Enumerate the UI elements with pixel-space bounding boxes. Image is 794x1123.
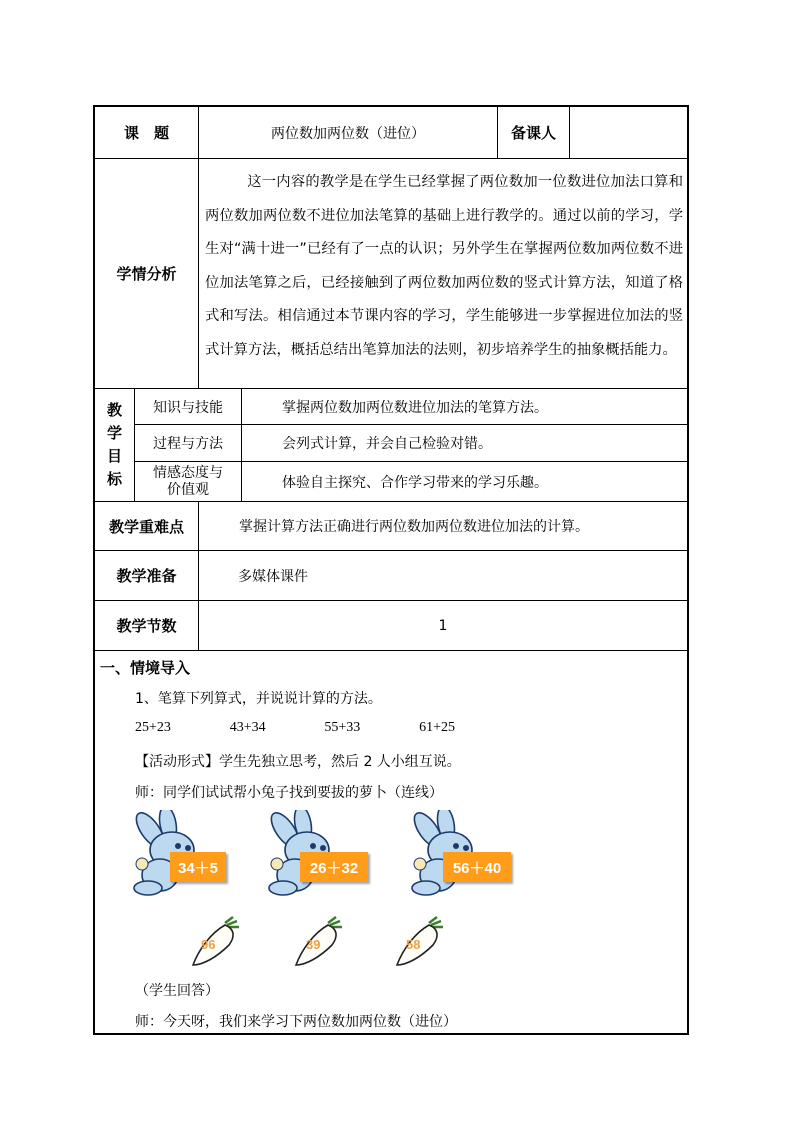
goal-emotion-value: 体验自主探究、合作学习带来的学习乐趣。 (282, 474, 548, 491)
key-points-value: 掌握计算方法正确进行两位数加两位数进位加法的计算。 (239, 519, 589, 535)
section-title: 一、情境导入 (100, 659, 191, 677)
carrot-number: 39 (306, 937, 321, 952)
exercise-instruction: 1、笔算下列算式，并说说计算的方法。 (135, 691, 382, 707)
periods-label: 教学节数 (116, 617, 177, 635)
topic-value: 两位数加两位数（进位） (271, 125, 425, 142)
preparer-label: 备课人 (510, 124, 556, 142)
analysis-text-content: 这一内容的教学是在学生已经掌握了两位数加一位数进位加法口算和两位数加两位数不进位加法笔算的基础上进行教学的。通过以前的学习，学生对“满十进一”已经有了一点的认识；另外学生在掌握两位数加两位数不进位加法笔算之后，已经接触到了两位数加两位数的竖式计算方法，知道了格式和写法。相信通过本节课内容的学习，学生能够进一步掌握进位加法的竖式计算方法，概括总结出笔算加法的法则，初步培养学生的抽象概括能力。 (205, 174, 683, 358)
rabbit-expression-tag: 26＋32 (300, 852, 368, 882)
teacher-prompt: 师：同学们试试帮小兔子找到要拔的萝卜（连线） (135, 785, 443, 801)
goal-process-value: 会列式计算，并会自己检验对错。 (282, 436, 492, 452)
expression: 61+25 (419, 720, 455, 735)
goal-emotion-label-line: 价值观 (167, 481, 209, 498)
goal-emotion-label-line: 情感态度与 (153, 464, 223, 481)
periods-value: 1 (438, 617, 448, 634)
goals-label-char: 标 (106, 470, 122, 488)
goals-label-char: 教 (106, 401, 122, 419)
rabbit-expression-tag: 34＋5 (170, 852, 226, 882)
expression: 55+33 (324, 720, 361, 735)
goal-emotion-label (135, 462, 241, 501)
goal-knowledge-label: 知识与技能 (153, 399, 223, 416)
row-divider (95, 650, 687, 651)
expression-list (135, 720, 455, 736)
col-divider (198, 158, 199, 389)
key-points-label: 教学重难点 (108, 517, 184, 536)
goal-process-label: 过程与方法 (153, 436, 223, 452)
preparation-label: 教学准备 (116, 567, 177, 585)
rabbit-expression-tag: 56＋40 (443, 852, 511, 882)
topic-label: 课 题 (123, 124, 169, 142)
col-divider (241, 388, 242, 502)
goals-label-char: 目 (106, 447, 122, 465)
expression: 43+34 (229, 720, 266, 735)
preparer-value (570, 107, 687, 158)
activity-note: 【活动形式】学生先独立思考，然后 2 人小组互说。 (135, 754, 461, 770)
carrot-number: 96 (201, 937, 216, 952)
goal-knowledge-value: 掌握两位数加两位数进位加法的笔算方法。 (282, 399, 548, 416)
analysis-text (205, 166, 683, 367)
goals-label-char: 学 (106, 424, 122, 442)
student-answer: （学生回答） (135, 983, 219, 999)
expression: 25+23 (135, 720, 171, 735)
teacher-intro: 师：今天呀，我们来学习下两位数加两位数（进位） (135, 1014, 457, 1030)
goals-label (95, 389, 134, 501)
carrot-number: 58 (406, 937, 421, 952)
preparation-value: 多媒体课件 (238, 568, 308, 585)
analysis-label: 学情分析 (116, 265, 177, 283)
